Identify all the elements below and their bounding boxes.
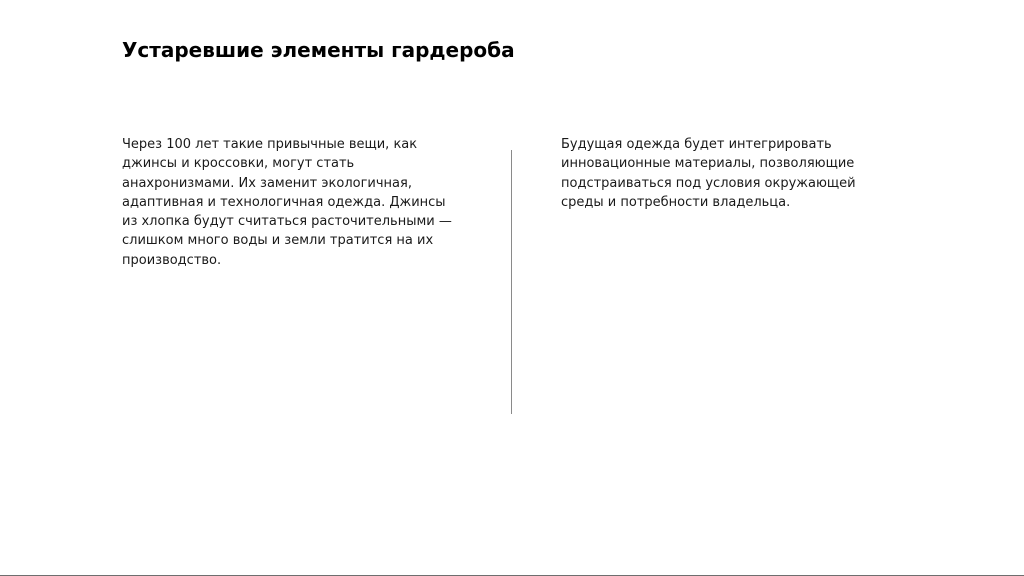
right-text-block: Будущая одежда будет интегрировать инновационные материалы, позволяющие подстраиваться под условия окружающей среды и потребности владельца. <box>561 137 856 210</box>
slide-title: Устаревшие элементы гардероба <box>122 38 515 62</box>
left-text-block: Через 100 лет такие привычные вещи, как джинсы и кроссовки, могут стать анахронизмами. Их заменит экологичная, адаптивная и технологичная одежда. Джинсы из хлопка будут считаться расточительными — слишком много воды и земли тратится на их производство. <box>122 137 452 268</box>
column-divider <box>511 150 512 414</box>
